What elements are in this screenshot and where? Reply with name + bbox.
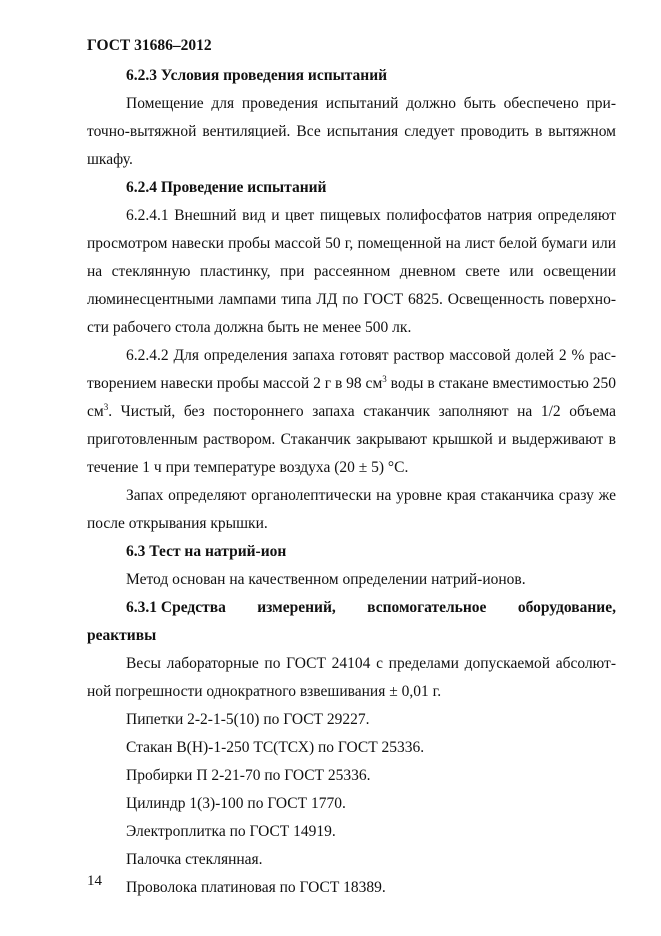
text-fragment: 6.2.4.2 Для определения запаха готовят раствор массовой долей 2 % рас-творением навески пробы массой 2 г в 98 см	[87, 347, 616, 392]
page-number: 14	[87, 873, 102, 889]
list-item: Цилиндр 1(3)-100 по ГОСТ 1770.	[126, 795, 346, 812]
list-item: Стакан В(Н)-1-250 ТС(ТСХ) по ГОСТ 25336.	[126, 739, 425, 756]
paragraph: Запах определяют органолептически на уровне края стаканчика сразу же после открывания крышки.	[87, 487, 616, 532]
list-item: Пипетки 2-2-1-5(10) по ГОСТ 29227.	[126, 711, 370, 728]
heading-word: 6.3.1 Средства	[126, 599, 226, 616]
paragraph: Помещение для проведения испытаний должно быть обеспечено при-точно-вытяжной вентиляцией. Все испытания следует проводить в вытяжном шкафу.	[87, 95, 616, 168]
text-fragment: . Чистый, без постороннего запаха стаканчик заполняют на 1/2 объема приготовленным раствором. Стаканчик закрывают крышкой и выдерживают в течение 1 ч при температуре воздуха (20 ± 5) °С.	[87, 403, 616, 476]
section-heading-6-3: 6.3 Тест на натрий-ион	[126, 543, 287, 560]
superscript: 3	[382, 373, 387, 384]
section-heading-6-2-3: 6.2.3 Условия проведения испытаний	[126, 67, 388, 84]
heading-word: оборудование,	[517, 599, 616, 616]
heading-word: вспомогательное	[367, 599, 487, 616]
text-fragment: воды в стакане вместимостью 250 см	[87, 375, 616, 420]
section-heading-6-3-1-continuation: реактивы	[87, 627, 157, 644]
list-item: Электроплитка по ГОСТ 14919.	[126, 823, 336, 840]
paragraph: Метод основан на качественном определении натрий-ионов.	[126, 571, 526, 588]
list-item: Пробирки П 2-21-70 по ГОСТ 25336.	[126, 767, 371, 784]
section-heading-6-3-1	[87, 594, 616, 622]
paragraph-6-2-4-2	[87, 342, 616, 482]
paragraph-6-2-4-1: 6.2.4.1 Внешний вид и цвет пищевых полифосфатов натрия определяют просмотром навески пробы массой 50 г, помещенной на лист белой бумаги или на стеклянную пластинку, при рассеянном дневном свете или освещении люминесцентными лампами типа ЛД по ГОСТ 6825. Освещенность поверхно-сти рабочего стола должна быть не менее 500 лк.	[87, 207, 616, 336]
document-body	[87, 62, 616, 902]
list-item: Палочка стеклянная.	[126, 851, 263, 868]
section-heading-6-2-4: 6.2.4 Проведение испытаний	[126, 179, 327, 196]
list-item: Весы лабораторные по ГОСТ 24104 с пределами допускаемой абсолют-ной погрешности однократного взвешивания ± 0,01 г.	[87, 655, 616, 700]
superscript: 3	[103, 401, 109, 412]
heading-word: измерений,	[257, 599, 336, 616]
list-item: Проволока платиновая по ГОСТ 18389.	[126, 879, 386, 896]
standard-designation: ГОСТ 31686–2012	[87, 37, 212, 54]
